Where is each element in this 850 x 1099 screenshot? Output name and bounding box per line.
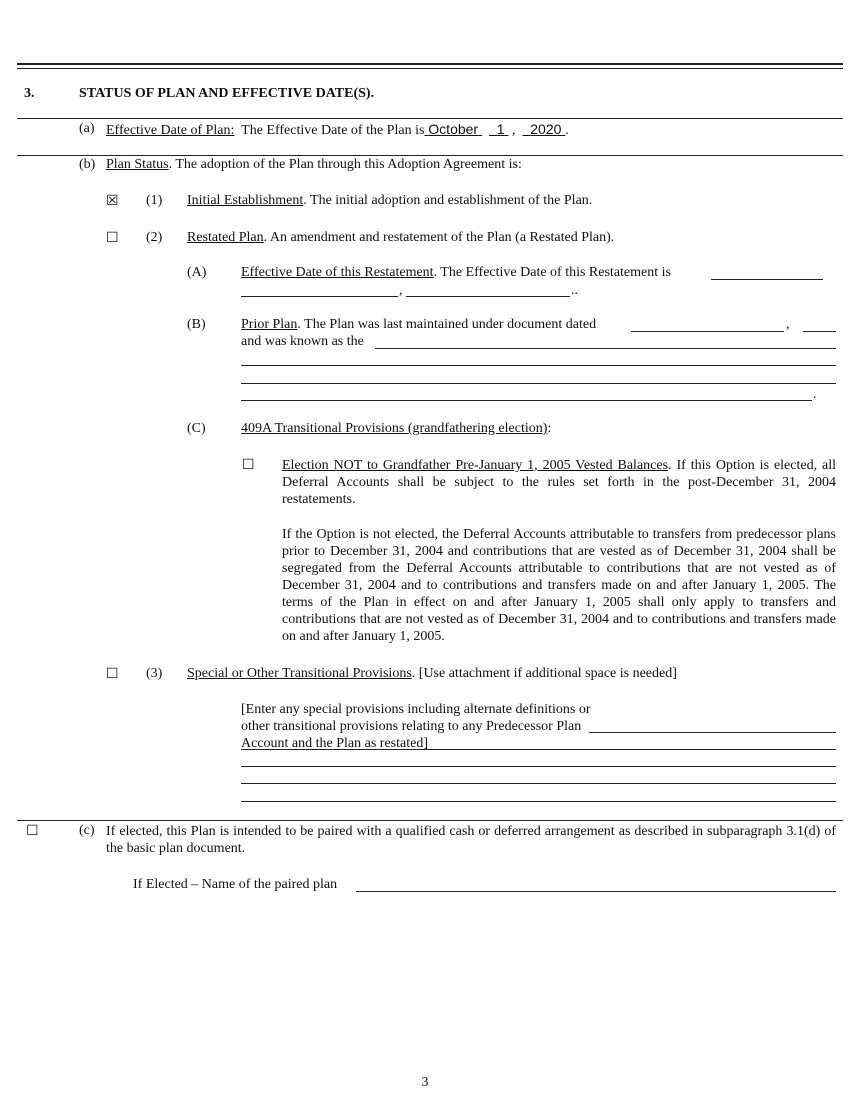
special-provisions-field-4[interactable]	[241, 783, 836, 784]
period: .	[813, 387, 817, 402]
sub-a-text: . The Effective Date of this Restatement is	[433, 265, 671, 280]
opt1-text: . The initial adoption and establishment of the Plan.	[303, 193, 593, 208]
restatement-day-field[interactable]	[241, 296, 398, 297]
opt1-num: (1)	[146, 193, 163, 208]
sub-b-heading: Prior Plan	[241, 317, 298, 332]
section-number: 3.	[24, 86, 35, 101]
prior-plan-name-line-4[interactable]	[241, 400, 812, 401]
effective-year-field[interactable]	[522, 121, 565, 137]
prior-plan-name-line-3[interactable]	[241, 383, 836, 384]
grandfather-paragraph: If the Option is not elected, the Deferral Accounts attributable to transfers from predecessor plans prior to December 31, 2004 and contributions that are vested as of December 31, 2004 shall be segregated from the Deferral Accounts attributable to contributions that are not vested as of December 31, 2004 and to contributions and transfers made on and after January 1, 2005. The terms of the Plan in effect on and after January 1, 2005 shall only apply to transfers and contributions that are not vested as of December 31, 2004 and to contributions and transfers made on and after January 1, 2005.	[282, 527, 836, 644]
period: ..	[571, 283, 578, 298]
opt2-line	[187, 230, 614, 246]
section-title: STATUS OF PLAN AND EFFECTIVE DATE(S).	[79, 86, 375, 101]
item-c-text: If elected, this Plan is intended to be paired with a qualified cash or deferred arrangement as described in subparagraph 3.1(d) of the basic plan document.	[106, 824, 836, 856]
grandfather-election-checkbox[interactable]: ☐	[242, 457, 255, 473]
sub-b-label: (B)	[187, 317, 206, 332]
opt3-line	[187, 666, 677, 682]
item-a-line: Effective Date of Plan: The Effective Date of the Plan is October 1 , 2020 .	[106, 121, 569, 138]
prior-plan-name-field[interactable]	[375, 348, 836, 349]
restated-plan-checkbox[interactable]: ☐	[106, 230, 119, 246]
special-provisions-field-5[interactable]	[241, 801, 836, 802]
item-b-label: (b)	[79, 157, 96, 172]
special-provisions-field-2[interactable]	[241, 749, 836, 750]
sub-a-line	[241, 265, 671, 281]
prior-plan-name-line-2[interactable]	[241, 365, 836, 366]
opt2-num: (2)	[146, 230, 163, 245]
item-a-label: (a)	[79, 121, 95, 136]
special-provisions-checkbox[interactable]: ☐	[106, 666, 119, 682]
prior-plan-year-field[interactable]	[803, 331, 836, 332]
sub-a-heading: Effective Date of this Restatement	[241, 265, 434, 280]
comma: ,	[786, 317, 790, 332]
opt1-heading: Initial Establishment	[187, 193, 304, 208]
sub-b-line2: and was known as the	[241, 334, 364, 349]
comma: ,	[399, 283, 403, 298]
opt1-line	[187, 193, 592, 209]
top-rule-1	[17, 63, 843, 65]
opt3-num: (3)	[146, 666, 163, 681]
effective-year: 2020	[530, 121, 562, 137]
initial-establishment-checkbox[interactable]: ☒	[106, 193, 119, 209]
colon: :	[547, 421, 552, 436]
opt2-heading: Restated Plan	[187, 230, 264, 245]
grandfather-option	[282, 457, 836, 508]
effective-day-field[interactable]	[489, 121, 508, 137]
special-provisions-field-1[interactable]	[589, 732, 836, 733]
sub-c-heading: 409A Transitional Provisions (grandfathering election)	[241, 421, 548, 436]
sub-c-line	[241, 421, 551, 437]
special-provisions-field-3[interactable]	[241, 766, 836, 767]
sub-c-label: (C)	[187, 421, 206, 436]
sub-b-line	[241, 317, 596, 333]
item-a-heading: Effective Date of Plan:	[106, 123, 235, 138]
grandfather-option-text: . If this Option is elected, all Deferral Accounts shall be subject to the rules set forth in the post-December 31, 2004 restatements.	[282, 458, 836, 507]
item-b-heading: Plan Status	[106, 157, 169, 172]
prior-plan-date-field[interactable]	[631, 331, 784, 332]
item-b-text: . The adoption of the Plan through this Adoption Agreement is:	[168, 157, 522, 172]
opt3-heading: Special or Other Transitional Provisions	[187, 666, 412, 681]
sub-a-label: (A)	[187, 265, 207, 280]
opt2-text: . An amendment and restatement of the Plan (a Restated Plan).	[263, 230, 615, 245]
sub-b-text: . The Plan was last maintained under document dated	[297, 317, 597, 332]
grandfather-option-heading: Election NOT to Grandfather Pre-January 1, 2005 Vested Balances	[282, 458, 669, 473]
item-c-label: (c)	[79, 823, 95, 838]
paired-plan-checkbox[interactable]: ☐	[26, 823, 39, 839]
page-number: 3	[421, 1075, 429, 1090]
effective-day: 1	[496, 121, 505, 137]
opt3-text: . [Use attachment if additional space is needed]	[411, 666, 677, 681]
paired-plan-name-field[interactable]	[356, 891, 836, 892]
effective-month-field[interactable]	[424, 121, 482, 137]
item-a-text: The Effective Date of the Plan is	[241, 123, 425, 138]
top-rule-2	[17, 68, 843, 69]
rule-before-c	[17, 820, 843, 821]
paired-plan-label: If Elected – Name of the paired plan	[133, 877, 338, 892]
rule-after-header	[17, 118, 843, 119]
special-provisions-instructions: [Enter any special provisions including alternate definitions or other transitional provisions relating to any Predecessor Plan Account and the Plan as restated]	[241, 702, 591, 751]
rule-after-a	[17, 155, 843, 156]
restatement-month-field[interactable]	[711, 279, 823, 280]
effective-month: October	[428, 121, 479, 137]
item-b-line	[106, 157, 522, 173]
restatement-year-field[interactable]	[406, 296, 570, 297]
